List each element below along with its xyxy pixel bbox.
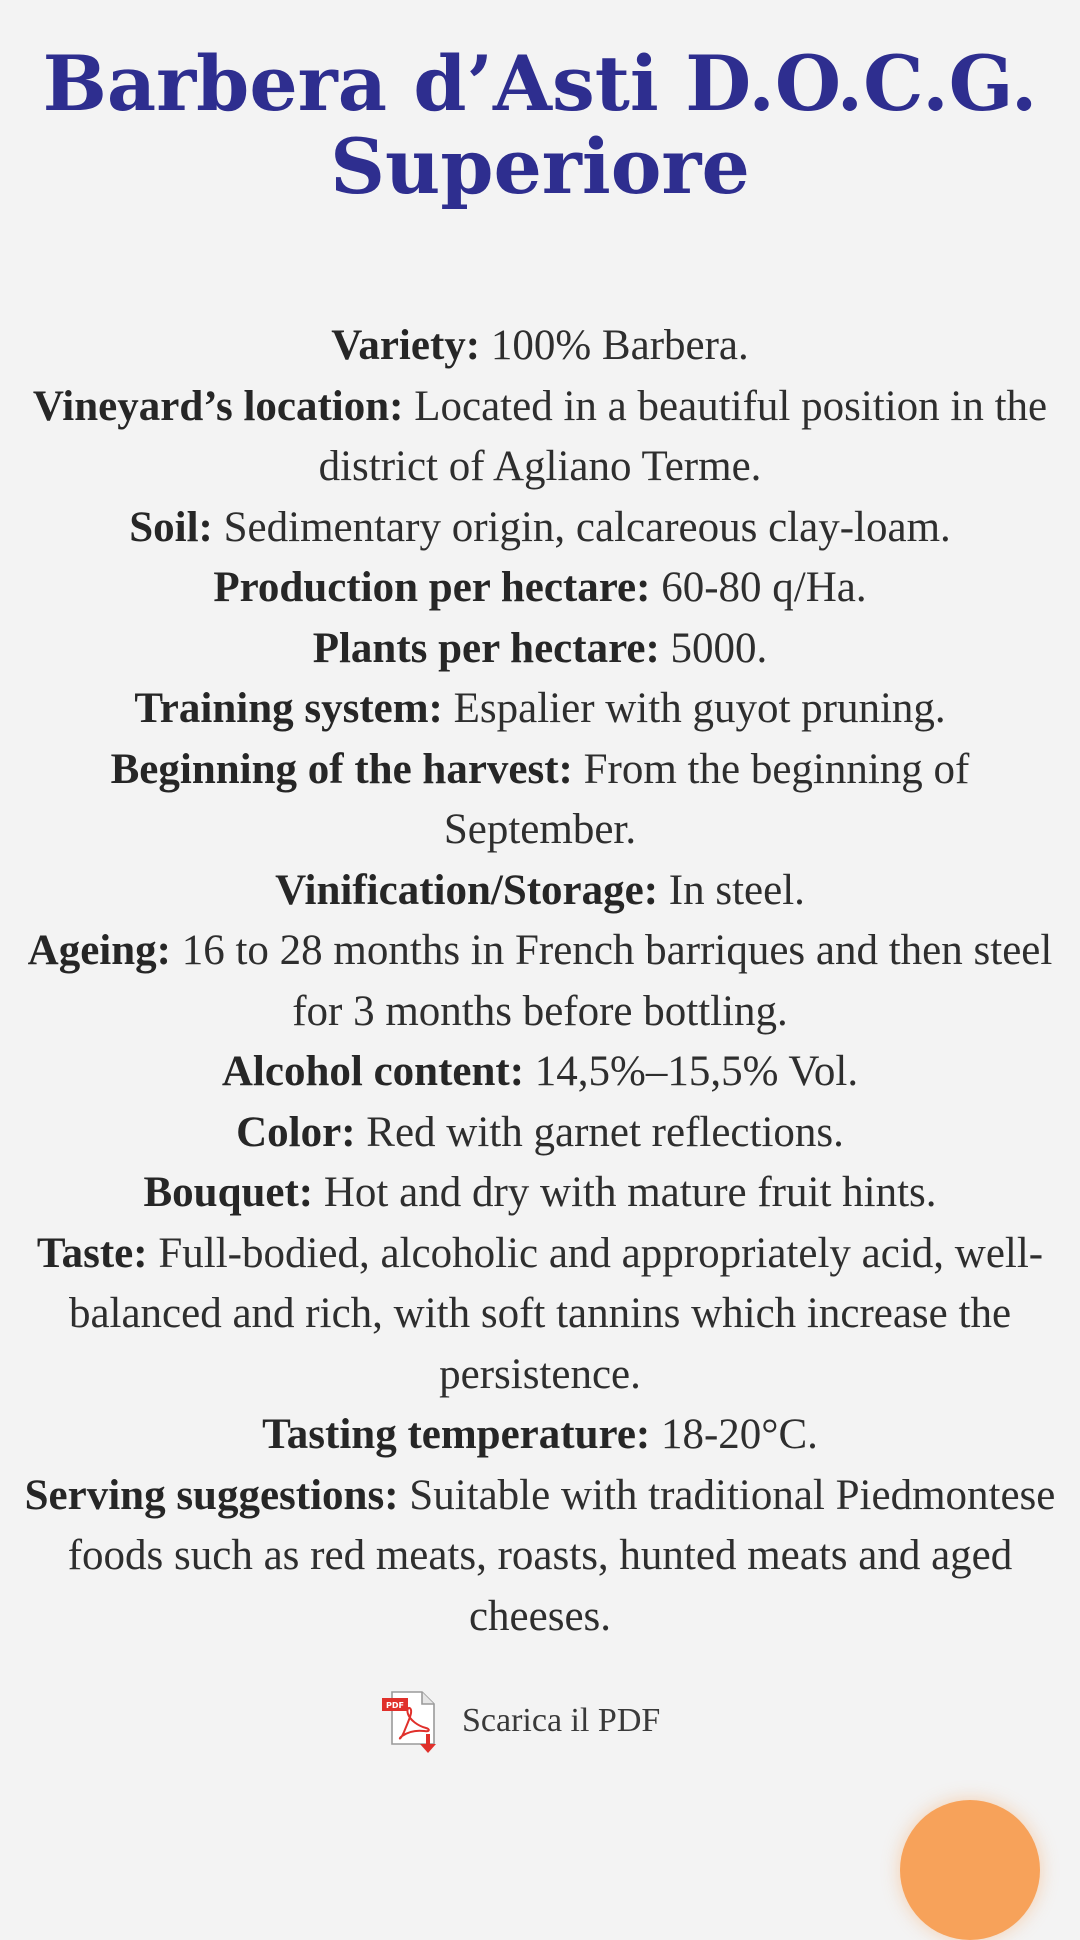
spec-value: In steel. — [658, 866, 805, 914]
spec-label: Tasting temperature: — [262, 1411, 651, 1458]
spec-label: Vinification/Storage: — [275, 866, 659, 914]
spec-label: Soil: — [129, 503, 213, 551]
spec-soil — [16, 498, 1064, 559]
pdf-download-icon — [378, 1686, 448, 1756]
spec-label: Plants per hectare: — [312, 624, 660, 672]
spec-bouquet — [16, 1163, 1064, 1224]
spec-label: Taste: — [36, 1229, 148, 1277]
spec-ageing — [16, 921, 1064, 1042]
download-pdf-label: Scarica il PDF — [462, 1702, 661, 1739]
spec-value: Located in a beautiful position in the district of Agliano Terme. — [318, 382, 1048, 490]
spec-label: Vineyard’s location: — [32, 382, 404, 430]
spec-vineyard-location — [16, 377, 1064, 498]
page-title-line-1: Barbera d’Asti D.O.C.G. — [42, 39, 1038, 128]
spec-alcohol-content — [16, 1042, 1064, 1103]
spec-label: Serving suggestions: — [24, 1471, 399, 1519]
spec-value: 5000. — [659, 624, 768, 672]
spec-value: 60-80 q/Ha. — [650, 564, 867, 611]
spec-value: Espalier with guyot pruning. — [442, 685, 946, 732]
floating-action-button[interactable] — [900, 1800, 1040, 1940]
spec-value: Sedimentary origin, calcareous clay-loam. — [212, 503, 951, 551]
wine-spec-list — [16, 316, 1064, 1647]
spec-label: Alcohol content: — [221, 1048, 525, 1095]
spec-value: Full-bodied, alcoholic and appropriately acid, well-balanced and rich, with soft tannins which increase the persistence. — [68, 1229, 1044, 1398]
spec-label: Beginning of the harvest: — [110, 745, 573, 793]
spec-plants-per-hectare — [16, 619, 1064, 680]
spec-training-system — [16, 679, 1064, 740]
svg-text:PDF: PDF — [386, 1701, 404, 1710]
page-title-line-2: Superiore — [330, 122, 750, 211]
spec-value: 100% Barbera. — [480, 322, 749, 369]
spec-label: Color: — [236, 1108, 356, 1156]
spec-value: From the beginning of September. — [443, 745, 970, 853]
spec-label: Production per hectare: — [213, 564, 651, 611]
spec-label: Variety: — [331, 322, 481, 369]
spec-taste — [16, 1224, 1064, 1406]
spec-value: Suitable with traditional Piedmontese foods such as red meats, roasts, hunted meats and aged cheeses. — [67, 1471, 1056, 1640]
spec-value: 14,5%–15,5% Vol. — [524, 1048, 859, 1095]
spec-label: Bouquet: — [143, 1169, 314, 1216]
spec-label: Training system: — [134, 685, 443, 732]
page-title — [20, 39, 1060, 211]
spec-tasting-temperature — [16, 1405, 1064, 1466]
spec-production-per-hectare — [16, 558, 1064, 619]
spec-harvest-start — [16, 740, 1064, 861]
spec-label: Ageing: — [27, 927, 171, 974]
spec-variety — [16, 316, 1064, 377]
spec-color — [16, 1103, 1064, 1164]
spec-vinification-storage — [16, 861, 1064, 922]
spec-value: Hot and dry with mature fruit hints. — [313, 1169, 937, 1216]
spec-value: 18-20°C. — [650, 1411, 818, 1458]
spec-value: 16 to 28 months in French barriques and then steel for 3 months before bottling. — [170, 927, 1053, 1035]
spec-serving-suggestions — [16, 1466, 1064, 1648]
spec-value: Red with garnet reflections. — [355, 1108, 844, 1156]
download-pdf-link[interactable] — [378, 1686, 660, 1756]
